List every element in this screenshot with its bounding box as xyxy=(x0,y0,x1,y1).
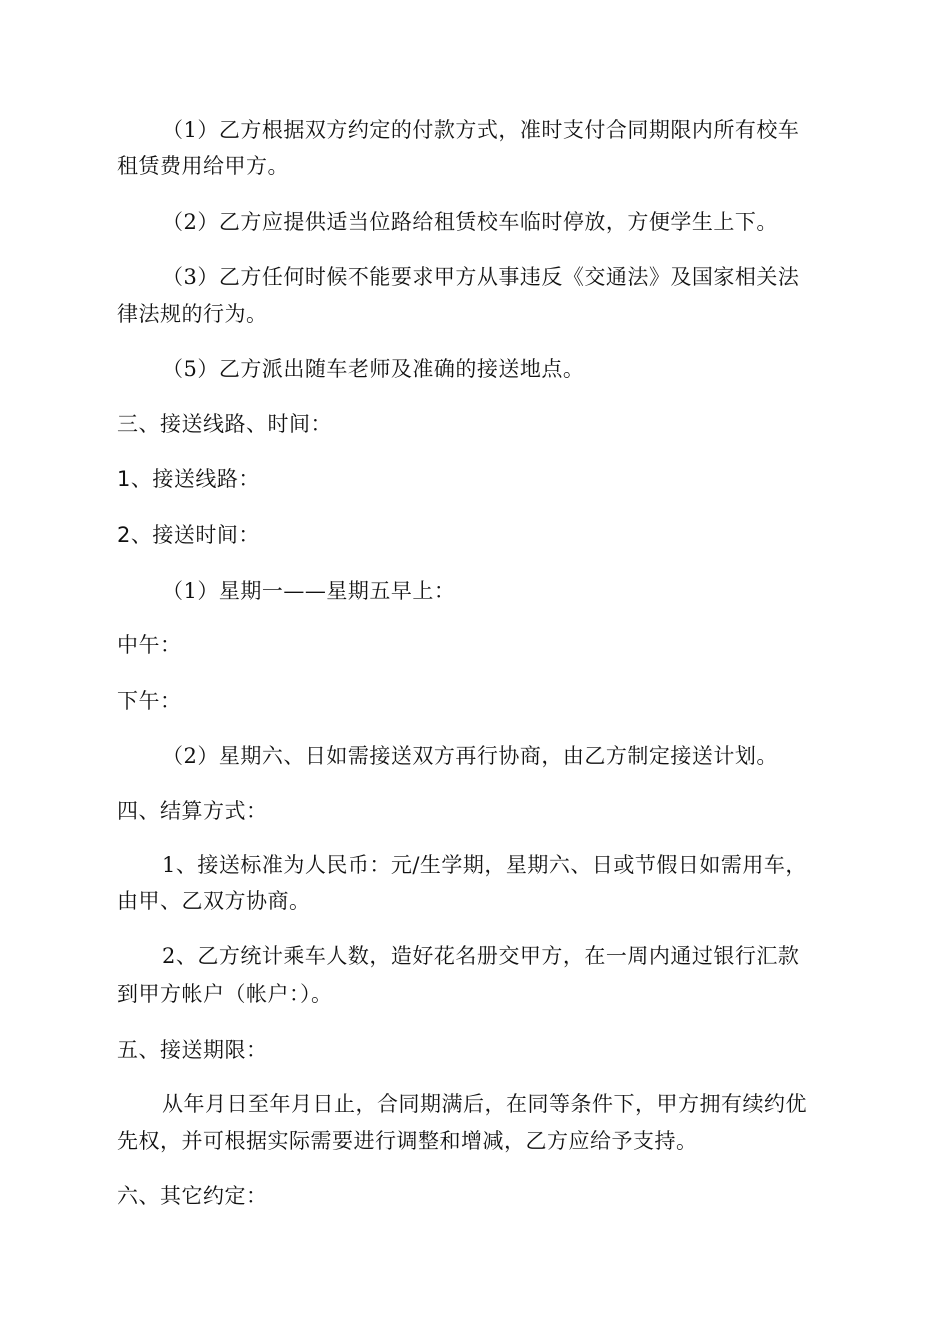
settlement-2-line-1: 2、乙方统计乘车人数，造好花名册交甲方，在一周内通过银行汇款 xyxy=(162,944,800,968)
schedule-weekdays: （1）星期一——星期五早上： xyxy=(162,579,456,603)
clause-yi-1-line-1: （1）乙方根据双方约定的付款方式，准时支付合同期限内所有校车 xyxy=(162,118,800,142)
section-5-heading: 五、接送期限： xyxy=(117,1038,268,1062)
schedule-afternoon: 下午： xyxy=(117,689,182,713)
term-line-1: 从年月日至年月日止，合同期满后，在同等条件下，甲方拥有续约优 xyxy=(162,1092,807,1116)
settlement-1-line-2: 由甲、乙双方协商。 xyxy=(117,889,311,913)
clause-yi-3-line-2: 律法规的行为。 xyxy=(117,302,268,326)
schedule-noon: 中午： xyxy=(117,633,182,657)
clause-yi-3-line-1: （3）乙方任何时候不能要求甲方从事违反《交通法》及国家相关法 xyxy=(162,265,800,289)
section-3-heading: 三、接送线路、时间： xyxy=(117,412,332,436)
schedule-weekend: （2）星期六、日如需接送双方再行协商，由乙方制定接送计划。 xyxy=(162,744,778,768)
clause-yi-1-line-2: 租赁费用给甲方。 xyxy=(117,154,289,178)
settlement-1-line-1: 1、接送标准为人民币：元/生学期，星期六、日或节假日如需用车， xyxy=(162,853,807,877)
clause-yi-5: （5）乙方派出随车老师及准确的接送地点。 xyxy=(162,357,585,381)
section-4-heading: 四、结算方式： xyxy=(117,799,268,823)
section-3-item-2: 2、接送时间： xyxy=(117,523,260,547)
clause-yi-2: （2）乙方应提供适当位路给租赁校车临时停放，方便学生上下。 xyxy=(162,210,778,234)
settlement-2-line-2: 到甲方帐户（帐户：）。 xyxy=(117,982,333,1006)
term-line-2: 先权，并可根据实际需要进行调整和增减，乙方应给予支持。 xyxy=(117,1129,698,1153)
section-6-heading: 六、其它约定： xyxy=(117,1184,268,1208)
section-3-item-1: 1、接送线路： xyxy=(117,467,260,491)
